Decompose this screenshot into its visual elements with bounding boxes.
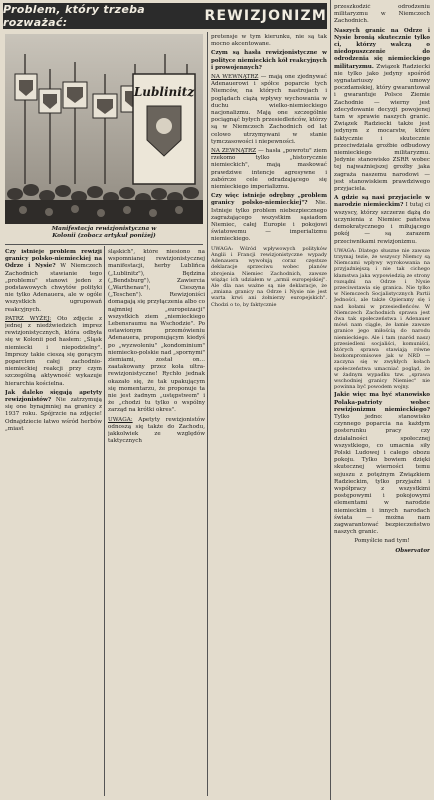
column-divider xyxy=(207,32,208,796)
question-7-body: Tylko jedno: stanowisko czynnego poparcia na każdym posterunku pracy czy działalności społecznej wszystkiego, co umacnia siły Polski Ludowej i całego obozu pokoju. Tylko bowiem dzięki skutecznej wierności temu sojuszu z potężnym Związkiem Radzieckim, tylko przyjaźni i współpracy z wszystkimi postępowymi i pokojowymi elementami w narodzie niemieckim i innych narodach świata — można nam zagwarantować bezpieczeństwo naszych granic. xyxy=(334,413,430,536)
question-2-body: Nie zatrzymują się one bynajmniej na granicy z 1937 roku. Spójrzcie na zdjęcie! Odnajdziecie łatwo wśród herbów „miast xyxy=(5,397,102,432)
na-wewnatrz-label: NA WEWNĄTRZ xyxy=(211,74,259,81)
banner-text: Lublinitz xyxy=(133,85,195,99)
patrz-wyzej-label: PATRZ WYŻEJ: xyxy=(5,315,52,322)
column-3 xyxy=(211,34,327,797)
question-2: Jak daleko sięgają apetyty rewizjonistów? xyxy=(5,389,102,404)
question-4: Czy więc istnieje odrębny „problem granicy polsko-niemieckiej"? xyxy=(211,193,327,207)
column-1 xyxy=(5,249,102,797)
question-6-body: I tutaj ci wszyscy, którzy szczerze dążą do uczynienia z Niemiec państwa demokratycznego i miłującego pokój — są zarazem przeciwnikami rewizjonizmu. xyxy=(334,202,430,245)
uwaga-body: Apetyty rewizjonistów odnoszą się także do Zachodu, jakkolwiek ze względów taktycznych xyxy=(108,416,205,445)
caption-line-2: Kolonii (zobacz artykuł poniżej) xyxy=(52,233,156,239)
uwaga-2: UWAGA: Wśród wpływowych polityków Anglii i Francji rewizjonistyczne wypady Adenauera wywołują coraz częstsze deklaracje sprzeciwu wobec planów zbrojenia Niemiec Zachodnich, zawsze wiążąc ich udziałem w „armii europejskiej". Ale dla nas ważne są nie deklaracje, że „zmiana granicy na Odrze i Nysie nie jest warta krwi ani żołnierzy europejskich". Chodzi o to, by faktycznie xyxy=(211,245,327,308)
column-2-body: śląskich", które niesiono na wspomnianej rewizjonistycznej manifestacji, herby Lublińca („Lublinitz"), Będzina („Bendsburg"), Zawiercia („Warthenau"), Cieszyna („Teschen"). Rewizjoniści domagają się przyłączenia albo co najmniej „europeizacji" wszystkich ziem „niemieckiego Lebensraumu na Wschodzie". Po ostawionym przemówieniu Adenauera, proponującym kiedyś po „wyzwoleniu" „kondominium" niemiecko-polskie nad „spornymi" ziemiami, został on... zaatakowany przez koła ultra-rewizjonistyczne! Rychło jednak okazało się, że tak upakującym się momentarzu, że proponuje ta nie jest żadnym „ustępstwem" i że „chodzi tu tylko o wspólny zarząd na krótki okres". xyxy=(108,249,205,414)
question-5-body: Związek Radziecki nie tylko jako jedyny spośród sygnatariuszy umowy poczdamskiej, który gwarantował i gwarantuje Polsce Ziemie Zachodnie — wierny jest zdecydowanie decyzji powojenej tam w sprawie naszych granic. Związek Radziecki także jest jedynym z mocarstw, które faktycznie i skutecznie przeciwdziała groźbie odbudowy niemieckiego militaryzmu. Jedynie stanowisko ZSRR wobec tej najważniejszej groźby jaka zagraża naszemu narodowi — jest stanowiskiem prawdziwego przyjaciela. xyxy=(334,63,430,193)
column-divider xyxy=(104,246,105,796)
question-3: Czym są hasła rewizjonistyczne w polityce niemieckich kół reakcyjnych i prowojennych? xyxy=(211,50,327,71)
question-1: Czy istnieje problem rewizji granicy polsko-niemieckiej na Odrze i Nysie? xyxy=(5,249,102,270)
na-wewnatrz-body: — mają one zjednywać Adenauerowi i spółce poparcie tych Niemców, na których nastrojach i poglądach ciążą wpływy wychowania w duchu wielko-niemieckiego nacjonalizmu. Mają one szczególnie pociągnąć byłych przesiedleńców, którzy są w Niemczech Zachodnich od lat celowo utrzymywani w stanie tymczasowości i niepewności. xyxy=(211,74,327,145)
question-5: Naszych granic na Odrze i Nysie bronią skutecznie tylko ci, którzy walczą o niedopuszczenie do odrodzenia się niemieckiego militaryzmu. xyxy=(334,27,430,70)
column-divider xyxy=(330,0,331,800)
photo-caption xyxy=(5,226,203,240)
na-zewnatrz-body: — hasła „powrotu" ziem rzekomo tylko „historycznie niemieckich", mają maskować prawdziwe intencje agresywne i zabórcze cele odradzającego się niemieckiego imperializmu. xyxy=(211,148,327,191)
column-4 xyxy=(334,4,430,797)
horizontal-rule xyxy=(5,244,203,245)
column-3-intro: pretensje w tym kierunku, nie są tak mocno akcentowane. xyxy=(211,34,327,48)
closing-line: Pomyślcie nad tym! xyxy=(354,538,410,545)
uwaga-label: UWAGA: xyxy=(108,416,133,423)
question-1-body: W Niemczech Zachodnich stawianie tego „problemu" stanowi jeden z podstawowych chwytów polityki nie tylko Adenauera, ale w ogóle wszystkich ugrupowań reakcyjnych. xyxy=(5,263,102,313)
na-zewnatrz-label: NA ZEWNĄTRZ xyxy=(211,148,257,155)
caption-line-1: Manifestacja rewizjonistyczna w xyxy=(51,226,157,232)
photo-manifestation xyxy=(5,34,203,224)
uwaga-3: UWAGA: Dlatego słuszne nie zawsze trzymaj tezie, że wszyscy Niemcy są Niemcami wpływy wyrokowania na przyjaźniejszą i nie tak cichego kłamstwa jaka wypowiedzią ze strony rozsądni na Odrze i Nysie przeciwstawia się granica. Nie tylko w Niemczech Socjalistycznych Partii Jedności, ale także Opieramy się i nad kołami w przesiedleńców. W Niemczech Zachodnich sprawa jest dwa tak społeczeństwa i Adenauer mówi nam ciągle, że łamie zawsze granice jego miłością do narodu niemieckiego. Ale i tam (naród nasz) przesiedleni socjaliści, komuniści, których sprawa stawiają równe bezkompromisowe jak w NRD — zaczyna się w zwykłych kołach społeczeństwa umacniać pogląd, że w żadnym wypadku tzw. „sprawa wschodniej granicy Niemiec" nie powinna być powodem wojny. xyxy=(334,247,430,391)
question-7: Jakie więc ma być stanowisko Polaka-patrioty wobec rewizjonizmu niemieckiego? xyxy=(334,392,430,413)
question-6: A gdzie są nasi przyjaciele w narodzie niemieckim? xyxy=(334,195,430,209)
header-title-caps: REWIZJONIZM xyxy=(204,8,327,24)
column-2 xyxy=(108,249,205,797)
question-4-body: Nie. Istnieje tylko problem niebezpiecznego zagrażającego wszystkim sąsiadom Niemiec, całej Europie i pokojowi światowemu — imperializmu niemieckiego. xyxy=(211,200,327,243)
header-title-italic: Problem, który trzeba rozważać: xyxy=(3,3,145,29)
column-4-intro: przeszkodzić odrodzeniu militaryzmu w Niemczech Zachodnich. xyxy=(334,4,430,25)
signature: Observator xyxy=(395,547,430,554)
photo-illustration xyxy=(5,34,203,224)
patrz-wyzej-body: Oto zdjęcie z jednej z niedźwiedzich imprez rewizjonistycznych, która odbyła się w Kolonii pod hasłem: „Śląsk niemiecki i niepodzielny". Imprezy takie cieszą się gorącym poparciem całej zachodnio-niemieckiej reakcji przy czym szczególną aktywność wykazuje hierarchia kościelna. xyxy=(5,315,102,387)
article-header xyxy=(3,3,327,29)
